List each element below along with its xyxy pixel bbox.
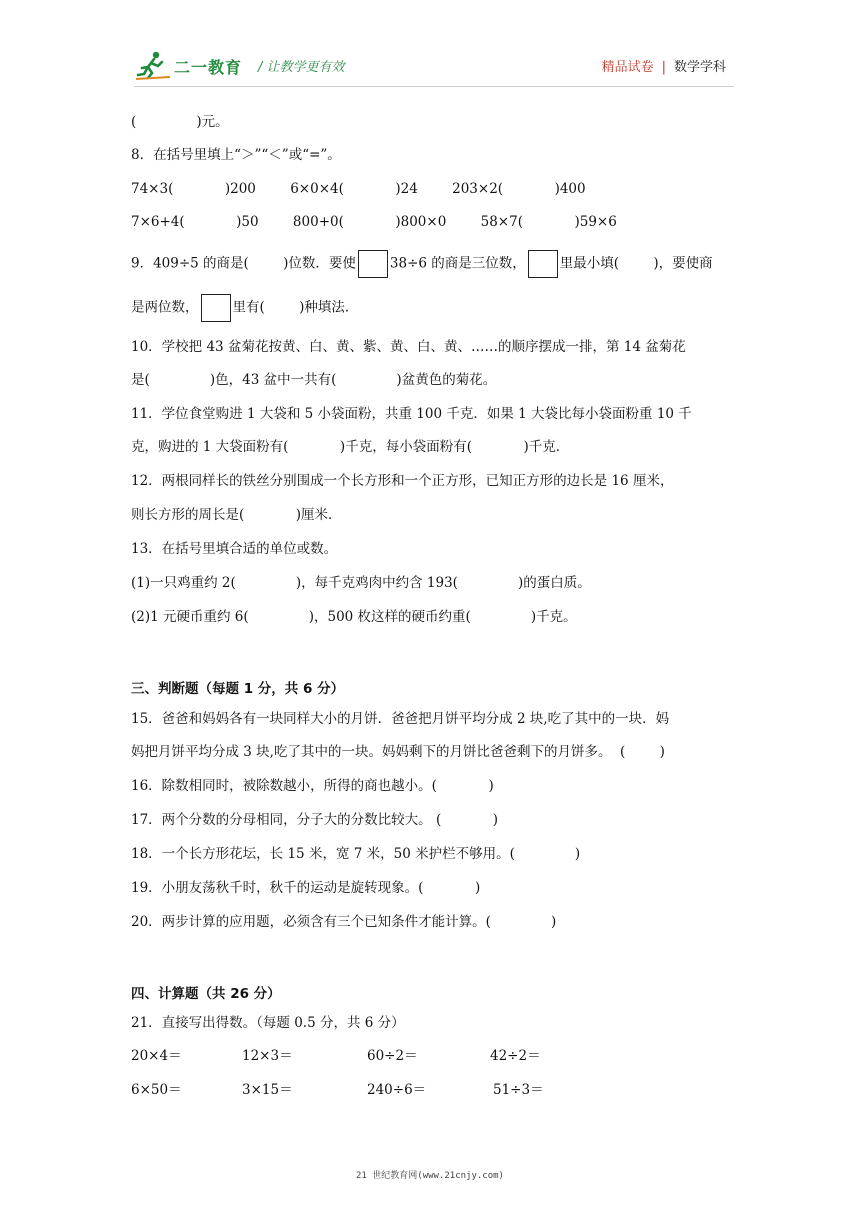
tag-separator: | [661, 60, 666, 75]
q13-item2: (2)1 元硬币重约 6( )，500 枚这样的硬币约重( )千克。 [131, 609, 577, 625]
header-divider [134, 86, 734, 87]
logo-text: 二一教育 [174, 58, 243, 77]
header-tags [602, 56, 726, 75]
blank-box [528, 250, 558, 278]
calc-item: 3×15＝ [242, 1082, 293, 1098]
q11-line1: 11．学位食堂购进 1 大袋和 5 小袋面粉，共重 100 千克．如果 1 大袋比每小袋面粉重 10 千 [131, 406, 692, 422]
calc-item: 12×3＝ [242, 1048, 293, 1064]
section4-title: 四、计算题（共 26 分） [131, 986, 281, 1002]
section3-title: 三、判断题（每题 1 分，共 6 分） [131, 681, 345, 697]
calc-item: 60÷2＝ [367, 1048, 418, 1064]
q8-row2: 7×6+4( )50 800+0( )800×0 58×7( )59×6 [131, 214, 617, 230]
q8-title: 8．在括号里填上“＞”“＜”或“=”。 [131, 147, 341, 163]
calc-item: 6×50＝ [131, 1082, 182, 1098]
q15-line2: 妈把月饼平均分成 3 块,吃了其中的一块。妈妈剩下的月饼比爸爸剩下的月饼多。 ( ) [131, 744, 665, 760]
calc-item: 51÷3＝ [493, 1082, 544, 1098]
q12-line2: 则长方形的周长是( )厘米． [131, 507, 342, 523]
line-yuan: ( )元。 [131, 114, 229, 130]
q9-part-a: 9．409÷5 的商是( )位数．要使 [131, 255, 356, 272]
q16: 16．除数相同时，被除数越小，所得的商也越小。( ) [131, 778, 494, 794]
page-footer: 21 世纪教育网(www.21cnjy.com) [356, 1171, 504, 1181]
q9-part-b: 38÷6 的商是三位数， [389, 255, 526, 272]
q12-line1: 12．两根同样长的铁丝分别围成一个长方形和一个正方形，已知正方形的边长是 16 厘米， [131, 473, 674, 489]
q9-line1 [131, 250, 713, 278]
tag-premium: 精品试卷 [601, 60, 654, 75]
slogan: / 让教学更有效 [258, 60, 345, 75]
q10-line2: 是( )色，43 盆中一共有( )盆黄色的菊花。 [131, 372, 497, 388]
q20: 20．两步计算的应用题，必须含有三个已知条件才能计算。( ) [131, 914, 557, 930]
calc-item: 20×4＝ [131, 1048, 182, 1064]
q17: 17．两个分数的分母相同，分子大的分数比较大。 ( ) [131, 812, 498, 828]
q8-row1: 74×3( )200 6×0×4( )24 203×2( )400 [131, 181, 586, 197]
q18: 18．一个长方形花坛，长 15 米，宽 7 米，50 米护栏不够用。( ) [131, 846, 581, 862]
calc-item: 42÷2＝ [490, 1048, 541, 1064]
runner-icon [134, 50, 172, 80]
q9-part-e: 里有( )种填法． [232, 299, 359, 316]
q10-line1: 10．学校把 43 盆菊花按黄、白、黄、紫、黄、白、黄、……的顺序摆成一排，第 14 盆菊花 [131, 339, 686, 355]
q9-part-c: 里最小填( )，要使商 [559, 255, 713, 272]
page-header [134, 46, 734, 86]
q9-line2 [131, 294, 358, 322]
tag-subject: 数学学科 [673, 60, 726, 75]
blank-box [358, 250, 388, 278]
q11-line2: 克，购进的 1 大袋面粉有( )千克，每小袋面粉有( )千克． [131, 439, 570, 455]
blank-box [201, 294, 231, 322]
q9-part-d: 是两位数， [131, 299, 199, 316]
q13-item1: (1)一只鸡重约 2( )，每千克鸡肉中约含 193( )的蛋白质。 [131, 575, 591, 591]
q13-title: 13．在括号里填合适的单位或数。 [131, 541, 338, 557]
q19: 19．小朋友荡秋千时，秋千的运动是旋转现象。( ) [131, 880, 481, 896]
q15-line1: 15．爸爸和妈妈各有一块同样大小的月饼．爸爸把月饼平均分成 2 块,吃了其中的一块．妈 [131, 711, 670, 727]
calc-item: 240÷6＝ [367, 1082, 427, 1098]
q21-title: 21．直接写出得数。（每题 0.5 分，共 6 分） [131, 1015, 405, 1031]
